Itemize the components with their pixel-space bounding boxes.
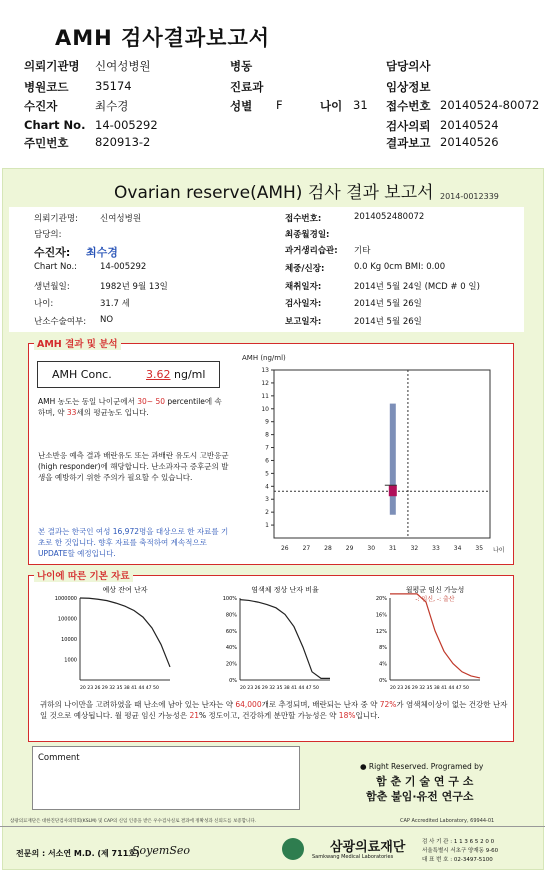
value: F — [276, 98, 283, 112]
foundation-name-en: Samkwang Medical Laboratories — [312, 854, 394, 860]
x-tick-label: 31 — [388, 545, 397, 552]
label: 임상정보 — [386, 80, 431, 94]
label: 성별 — [230, 99, 253, 113]
y-tick-label: 9 — [265, 418, 269, 426]
value: 20140524-80072 — [440, 98, 540, 112]
mini-chart-line — [240, 600, 330, 679]
remaining-eggs: 64,000 — [235, 700, 262, 709]
x-tick-label: 26 — [280, 545, 289, 552]
mini-chart-title: 월평균 임신 가능성 — [405, 586, 465, 594]
text-part: 입니다. — [355, 711, 380, 720]
info-value: 기타 — [354, 246, 371, 256]
amh-range-bar — [390, 404, 396, 515]
cap-accreditation: CAP Accredited Laboratory, 69944-01 — [400, 818, 495, 824]
mini-x-ticks: 20 23 26 29 32 35 38 41 44 47 50 — [240, 686, 319, 691]
y-tick-label: 5 — [265, 470, 269, 478]
info-value: 14-005292 — [100, 262, 147, 272]
value: 31 — [353, 98, 368, 112]
info-label: 검사일자: — [285, 299, 322, 309]
info-label: Chart No.: — [34, 262, 78, 272]
contact-line: 서울특별시 서초구 양재동 9-60 — [422, 848, 499, 854]
info-value: 31.7 세 — [100, 299, 130, 309]
y-tick-label: 3 — [265, 496, 269, 504]
basic-summary — [40, 699, 510, 721]
mini-y-tick: 100000 — [57, 616, 77, 623]
info-value: 2014년 5월 26일 — [354, 317, 422, 327]
basic-charts — [30, 582, 510, 694]
label: 접수번호 — [386, 99, 431, 113]
label: 검사의뢰 — [386, 119, 431, 133]
mini-y-tick: 1000 — [64, 657, 77, 664]
data-basis-note: 본 결과는 한국인 여성 16,972명을 대상으로 한 자료를 기초로 한 것입니다. 향후 자료를 축적하여 계속적으로 UPDATE할 예정입니다. — [38, 527, 229, 558]
mini-y-tick: 20% — [225, 661, 237, 668]
y-tick-label: 2 — [265, 509, 269, 517]
amh-plot-area — [274, 370, 490, 538]
mini-y-tick: 100% — [222, 596, 237, 602]
mini-y-tick: 0% — [229, 678, 237, 684]
info-label: 나이: — [34, 299, 54, 309]
info-value: 2014052480072 — [354, 212, 425, 222]
institute-name: 함 춘 기 술 연 구 소 — [376, 775, 474, 788]
value: 20140524 — [440, 118, 499, 132]
info-value: 신여성병원 — [100, 214, 142, 224]
info-value: NO — [100, 315, 114, 325]
x-tick-label: 35 — [475, 545, 484, 552]
mini-y-tick: 60% — [225, 628, 237, 635]
x-tick-label: 33 — [432, 545, 440, 552]
label: 나이 — [320, 99, 343, 113]
contact-line: 검 사 기 관 : 1 1 3 6 5 2 0 0 — [422, 839, 495, 845]
percentile-range: 30~ 50 — [137, 397, 165, 406]
mini-y-tick: 0% — [379, 678, 387, 684]
signature: SoyemSeo — [132, 844, 190, 857]
value: 14-005292 — [95, 118, 158, 132]
text-part: 가 염색체이상이 없는 건강한 난자일 것으로 예상됩니다. 월 평균 임신 가능성은 — [40, 700, 508, 720]
info-label: 보고일자: — [285, 317, 322, 327]
mini-y-tick: 4% — [379, 661, 387, 668]
value: 최수경 — [95, 99, 129, 113]
amh-conc-value: 3.62 — [146, 368, 171, 381]
amh-chart-ylabel: AMH (ng/ml) — [242, 354, 286, 362]
label: 의뢰기관명 — [24, 59, 80, 73]
normal-egg-pct: 72% — [379, 700, 397, 709]
info-label: 과거생리습관: — [285, 246, 338, 256]
text-part: 개로 추정되며, 배란되는 난자 중 약 — [261, 700, 378, 709]
value: 820913-2 — [95, 135, 151, 149]
y-tick-label: 10 — [261, 405, 269, 413]
y-tick-label: 12 — [261, 379, 269, 387]
x-tick-label: 32 — [410, 545, 419, 552]
report-title: Ovarian reserve(AMH) 검사 결과 보고서 — [114, 183, 434, 203]
mini-chart-line — [390, 594, 480, 678]
patient-marker — [389, 485, 397, 496]
info-label: 접수번호: — [285, 214, 322, 224]
info-value: 1982년 9월 13일 — [100, 282, 168, 292]
mini-y-tick: 1000000 — [54, 596, 77, 602]
text-part: % 정도이고, 건강하게 분만할 가능성은 약 — [199, 711, 337, 720]
x-tick-label: 27 — [302, 545, 311, 552]
label: 병원코드 — [24, 80, 69, 94]
amh-conc-label: AMH Conc. — [52, 368, 112, 381]
info-label: 난소수술여부: — [34, 317, 87, 327]
info-value: 최수경 — [86, 246, 118, 259]
text-part: AMH 농도는 동일 나이군에서 — [38, 397, 135, 406]
label: 수진자 — [24, 99, 58, 113]
text-part: percentile에 속하며, 약 — [38, 397, 222, 417]
mini-chart-title: 염색체 정상 난자 비율 — [251, 586, 319, 594]
mini-y-tick: 10000 — [61, 637, 77, 643]
amh-conc-unit: ng/ml — [174, 368, 206, 381]
amh-age-chart — [238, 350, 510, 558]
info-label: 수진자: — [34, 246, 71, 259]
y-tick-label: 1 — [265, 522, 269, 530]
response-prediction-text: 난소반응 예측 결과 배란유도 또는 과배란 유도시 고반응군 (high responder)에 해당합니다. 난소과자극 증후군의 발생을 예방하기 위한 주의가 필요할 수 있습니다. — [38, 451, 229, 482]
value: 20140526 — [440, 135, 499, 149]
document-number: 2014-0012339 — [440, 192, 499, 201]
foundation-name: 삼광의료재단 — [330, 840, 406, 855]
y-tick-label: 6 — [265, 457, 269, 465]
info-label: 체중/신장: — [285, 264, 325, 274]
mini-chart-line — [80, 598, 170, 667]
x-tick-label: 30 — [367, 545, 376, 552]
patient-info-panel — [9, 207, 524, 332]
x-tick-label: 34 — [453, 545, 462, 552]
info-value: 2014년 5월 24일 (MCD # 0 일) — [354, 282, 480, 292]
institute-name-2: 함춘 불임·유전 연구소 — [366, 790, 474, 803]
mini-y-tick: 8% — [379, 645, 387, 652]
info-label: 최종월경일: — [285, 230, 330, 240]
info-value: 0.0 Kg 0cm BMI: 0.00 — [354, 262, 446, 272]
amh-percentile-text — [38, 396, 228, 418]
amh-chart-xlabel: 나이 — [493, 547, 505, 554]
label: Chart No. — [24, 118, 86, 132]
text-part: 귀하의 나이만을 고려하였을 때 난소에 남아 있는 난자는 약 — [40, 700, 233, 709]
info-label: 담당의: — [34, 230, 62, 240]
mini-y-tick: 80% — [225, 612, 237, 619]
value: 35174 — [95, 79, 132, 93]
label: 담당의사 — [386, 59, 431, 73]
text-part: 세의 평균농도 입니다. — [76, 408, 149, 417]
contact-line: 대 표 번 호 : 02-3497-5100 — [422, 857, 493, 863]
basic-section-title: 나이에 따른 기본 자료 — [34, 568, 133, 582]
mini-x-ticks: 20 23 26 29 32 35 38 41 44 47 50 — [390, 686, 469, 691]
y-tick-label: 11 — [261, 392, 269, 400]
y-tick-label: 7 — [265, 444, 269, 452]
label: 주민번호 — [24, 136, 69, 150]
rights-text: ● Right Reserved. Programed by — [360, 762, 484, 771]
info-label: 채취일자: — [285, 282, 322, 292]
info-value: 2014년 5월 26일 — [354, 299, 422, 309]
equivalent-age: 33 — [66, 408, 77, 417]
info-label: 의뢰기관명: — [34, 214, 78, 224]
value: 신여성병원 — [95, 59, 151, 73]
report-heading: AMH 검사결과보고서 — [55, 26, 271, 50]
foundation-logo-icon — [282, 838, 304, 860]
amh-section-title: AMH 결과 및 분석 — [34, 336, 121, 350]
mini-y-tick: 20% — [375, 596, 387, 602]
comment-label: Comment — [38, 753, 80, 763]
footer-divider — [0, 826, 545, 827]
mini-chart-legend: -: 임신, -: 출산 — [415, 596, 455, 603]
mini-x-ticks: 20 23 26 29 32 35 38 41 44 47 50 — [80, 686, 159, 691]
mini-chart-title: 예상 잔여 난자 — [102, 586, 148, 594]
label: 병동 — [230, 59, 253, 73]
x-tick-label: 28 — [324, 545, 332, 552]
x-tick-label: 29 — [345, 545, 354, 552]
info-label: 생년월일: — [34, 282, 70, 292]
specialist: 전문의 : 서소연 M.D. (제 711호) — [16, 849, 140, 858]
birth-rate: 18% — [338, 711, 356, 720]
disclaimer: 삼광의료재단은 대한진단검사의학회(KSLM) 및 CAP의 신임 인증을 받은 우수검사실로 결과에 정확성과 신뢰도를 보증합니다. — [10, 819, 257, 824]
y-tick-label: 8 — [265, 431, 269, 439]
mini-y-tick: 12% — [375, 628, 387, 635]
y-tick-label: 13 — [261, 367, 269, 374]
contact-info — [422, 838, 498, 865]
mini-y-tick: 16% — [375, 612, 387, 619]
label: 진료과 — [230, 80, 264, 94]
pregnancy-rate: 21 — [189, 711, 200, 720]
label: 결과보고 — [386, 136, 431, 150]
y-tick-label: 4 — [265, 483, 269, 491]
mini-y-tick: 40% — [225, 645, 237, 652]
